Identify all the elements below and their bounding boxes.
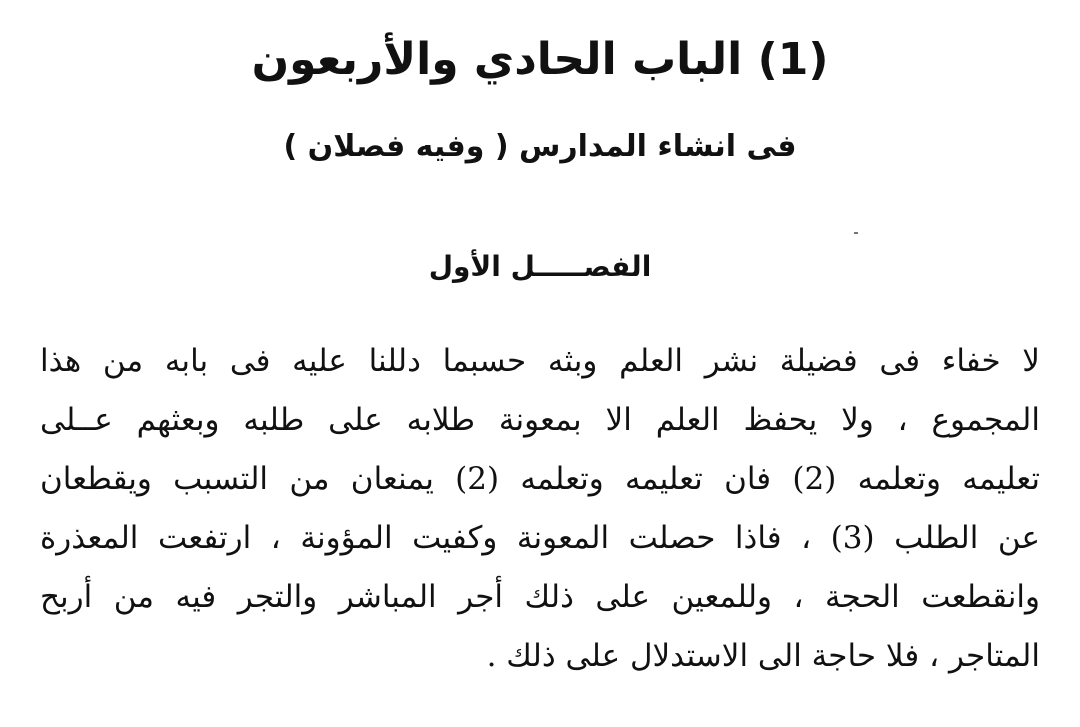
body-line: المتاجر ، فلا حاجة الى الاستدلال على ذلك . bbox=[486, 638, 1040, 674]
body-paragraph bbox=[40, 332, 1040, 686]
scan-speck bbox=[854, 232, 858, 234]
chapter-title: (1) الباب الحادي والأربعون bbox=[251, 34, 829, 85]
body-line: المجموع ، ولا يحفظ العلم الا بمعونة طلابه على طلبه وبعثهم عــلى bbox=[40, 402, 1040, 438]
body-line: وانقطعت الحجة ، وللمعين على ذلك أجر المباشر والتجر فيه من أربح bbox=[40, 579, 1040, 615]
body-line: عن الطلب (3) ، فاذا حصلت المعونة وكفيت المؤونة ، ارتفعت المعذرة bbox=[40, 520, 1040, 556]
chapter-subtitle: فى انشاء المدارس ( وفيه فصلان ) bbox=[283, 129, 797, 164]
body-line: لا خفاء فى فضيلة نشر العلم وبثه حسبما دللنا عليه فى بابه من هذا bbox=[40, 343, 1040, 379]
body-line: تعليمه وتعلمه (2) فان تعليمه وتعلمه (2) يمنعان من التسبب ويقطعان bbox=[40, 461, 1040, 497]
section-heading: الفصـــــل الأول bbox=[428, 250, 652, 283]
